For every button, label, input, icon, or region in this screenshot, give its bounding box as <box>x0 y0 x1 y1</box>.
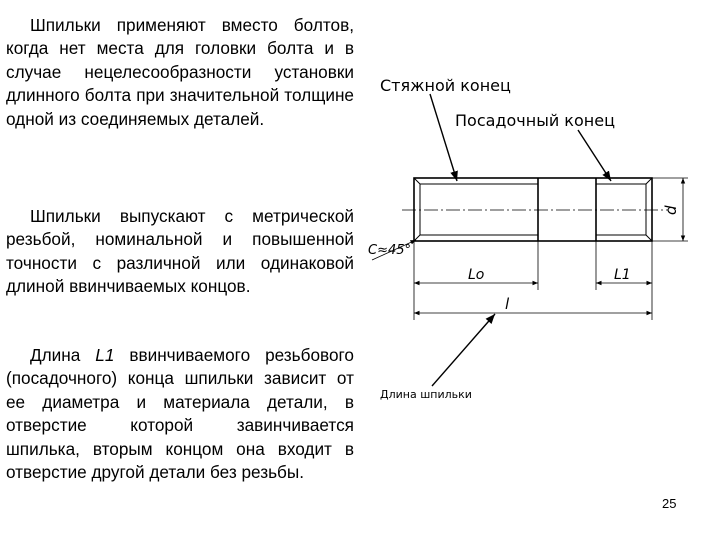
p3-variable-l1: L1 <box>95 345 115 365</box>
dim-text-l1: L1 <box>614 267 631 283</box>
label-stud-length: Длина шпильки <box>380 388 472 401</box>
dim-text-d: d <box>662 205 680 215</box>
arrow-seat-end <box>578 130 611 181</box>
dim-text-lo: Lo <box>468 267 485 283</box>
dim-text-l: l <box>505 295 510 313</box>
p3-text-start: Длина <box>30 345 96 365</box>
label-seat-end: Посадочный конец <box>455 111 615 130</box>
stud-body <box>414 178 652 241</box>
label-clamp-end: Стяжной конец <box>380 76 511 95</box>
page-number: 25 <box>662 496 677 511</box>
dim-text-chamfer: C≈45° <box>368 243 412 258</box>
paragraph-usage: Шпильки применяют вместо болтов, когда нет места для головки болта и в случае нецелесообразности установки длинного болта при значительной толщине одной из соединяемых деталей. <box>6 15 354 129</box>
paragraph-threads: Шпильки выпускают с метрической резьбой, номинальной и повышенной точности с различной или одинаковой длиной ввинчиваемых концов. <box>6 206 354 297</box>
arrow-stud-length <box>432 314 495 386</box>
arrow-clamp-end <box>430 94 457 181</box>
p3-text-end: ввинчиваемого резьбового (посадочного) конца шпильки зависит от ее диаметра и материала детали, в отверстие которой завинчивается шпилька, вторым концом она входит в отверстие другой детали без резьбы. <box>6 345 354 483</box>
